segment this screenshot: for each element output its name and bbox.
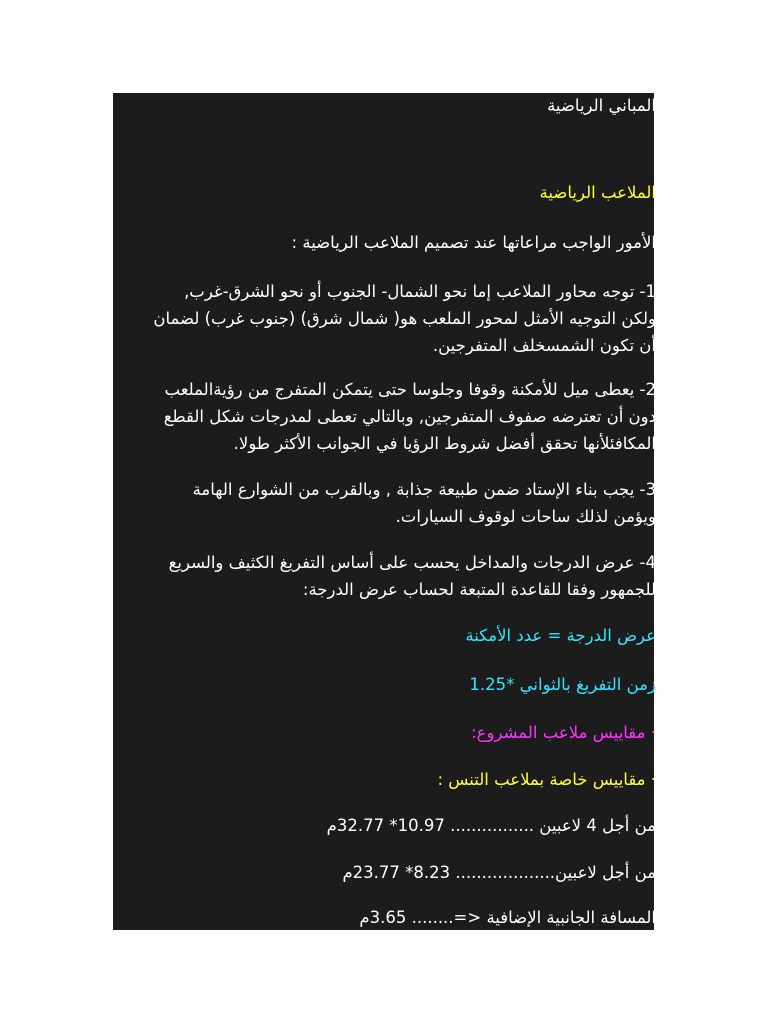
item4-line2: للجمهور وفقا للقاعدة المتبعة لحساب عرض الدرجة:	[302, 580, 656, 599]
item3-line2: ويؤمن لذلك ساحات لوقوف السيارات.	[395, 507, 656, 526]
two-players-dims: من أجل لاعبين................... 8.23* 23.77م	[342, 863, 656, 882]
item2-line3: المكافئلأنها تحقق أفضل شروط الرؤيا في الجوانب الأكثر طولا.	[233, 434, 656, 453]
item3-line1: 3- يجب بناء الإستاد ضمن طبيعة جذابة , وبالقرب من الشوارع الهامة	[192, 480, 656, 499]
tennis-dims-heading: · مقاييس خاصة بملاعب التنس :	[437, 770, 656, 789]
item1-line3: أن تكون الشمسخلف المتفرجين.	[432, 336, 656, 355]
side-distance-dims: المسافة الجانبية الإضافية <=........ 3.65م	[359, 908, 656, 927]
item2-line2: دون أن تعترضه صفوف المتفرجين, وبالتالي تعطى لمدرجات شكل القطع	[163, 407, 656, 426]
item1-line2: ولكن التوجيه الأمثل لمحور الملعب هو( شمال شرق) (جنوب غرب) لضمان	[153, 309, 656, 328]
project-dims-heading: · مقاييس ملاعب المشروع:	[471, 723, 656, 742]
formula-line1: عرض الدرجة = عدد الأمكنة	[465, 626, 656, 645]
document-title: المباني الرياضية	[547, 96, 656, 115]
item2-line1: 2- يعطى ميل للأمكنة وقوفا وجلوسا حتى يتمكن المتفرج من رؤيةالملعب	[164, 380, 656, 399]
section-heading: الملاعب الرياضية	[539, 183, 656, 202]
item1-line1: 1- توجه محاور الملاعب إما نحو الشمال- الجنوب أو نحو الشرق-غرب,	[184, 282, 656, 301]
intro-text: الأمور الواجب مراعاتها عند تصميم الملاعب الرياضية :	[291, 233, 656, 252]
item4-line1: 4- عرض الدرجات والمداخل يحسب على أساس التفريغ الكثيف والسريع	[168, 553, 656, 572]
formula-line2: زمن التفريغ بالثواني *1.25	[469, 675, 656, 694]
four-players-dims: من أجل 4 لاعبين ................ 10.97* 32.77م	[326, 816, 656, 835]
document-page	[113, 93, 654, 930]
